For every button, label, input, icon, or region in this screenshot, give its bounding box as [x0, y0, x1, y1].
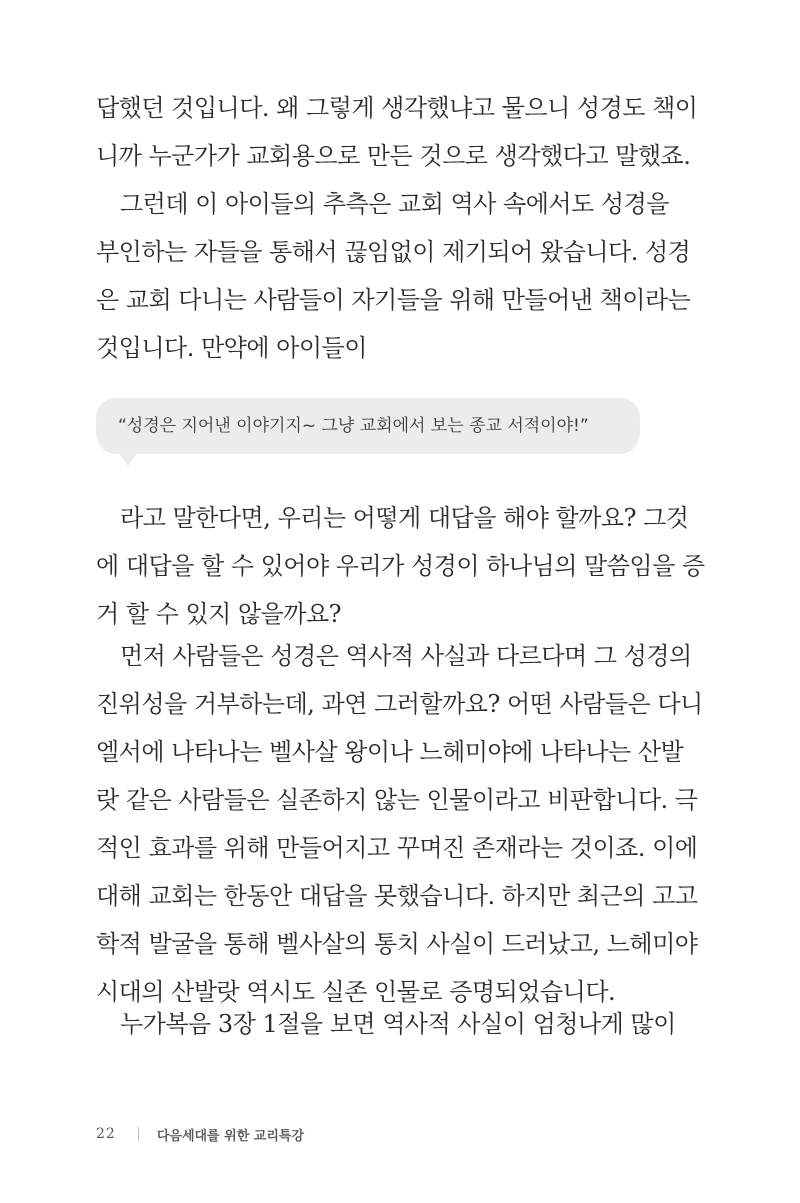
paragraph — [96, 84, 698, 180]
paragraph — [96, 1000, 676, 1048]
quote-text: “성경은 지어낸 이야기지~ 그냥 교회에서 보는 종교 서적이야!” — [118, 416, 589, 436]
text-line: 은 교회 다니는 사람들이 자기들을 위해 만들어낸 책이라는 — [96, 286, 691, 314]
text-line: 것입니다. 만약에 아이들이 — [96, 334, 367, 362]
book-title: 다음세대를 위한 교리특강 — [156, 1128, 305, 1144]
text-line: 랏 같은 사람들은 실존하지 않는 인물이라고 비판합니다. 극 — [96, 786, 698, 814]
text-line: 먼저 사람들은 성경은 역사적 사실과 다르다며 그 성경의 — [120, 642, 692, 670]
text-line: 부인하는 자들을 통해서 끊임없이 제기되어 왔습니다. 성경 — [96, 238, 691, 266]
text-line: 대해 교회는 한동안 대답을 못했습니다. 하지만 최근의 고고 — [96, 882, 698, 910]
text-line: 거 할 수 있지 않을까요? — [96, 600, 342, 628]
text-line: 답했던 것입니다. 왜 그렇게 생각했냐고 물으니 성경도 책이 — [96, 94, 698, 122]
text-line: 진위성을 거부하는데, 과연 그러할까요? 어떤 사람들은 다니 — [96, 690, 703, 718]
speech-bubble — [96, 398, 640, 454]
paragraph — [96, 494, 705, 638]
page-number: 22 — [96, 1126, 116, 1142]
paragraph — [96, 180, 691, 372]
text-line: 학적 발굴을 통해 벨사살의 통치 사실이 드러났고, 느헤미야 — [96, 930, 698, 958]
text-line: 적인 효과를 위해 만들어지고 꾸며진 존재라는 것이죠. 이에 — [96, 834, 698, 862]
text-line: 엘서에 나타나는 벨사살 왕이나 느헤미야에 나타나는 산발 — [96, 738, 684, 766]
text-line: 니까 누군가가 교회용으로 만든 것으로 생각했다고 말했죠. — [96, 142, 691, 170]
text-line: 시대의 산발랏 역시도 실존 인물로 증명되었습니다. — [96, 978, 616, 1006]
paragraph — [96, 632, 703, 1016]
footer-divider — [138, 1127, 139, 1141]
text-line: 라고 말한다면, 우리는 어떻게 대답을 해야 할까요? 그것 — [120, 504, 689, 532]
text-line: 그런데 이 아이들의 추측은 교회 역사 속에서도 성경을 — [120, 190, 669, 218]
text-line: 에 대답을 할 수 있어야 우리가 성경이 하나님의 말씀임을 증 — [96, 552, 705, 580]
text-line: 누가복음 3장 1절을 보면 역사적 사실이 엄청나게 많이 — [120, 1010, 676, 1038]
page-footer — [96, 1122, 304, 1146]
